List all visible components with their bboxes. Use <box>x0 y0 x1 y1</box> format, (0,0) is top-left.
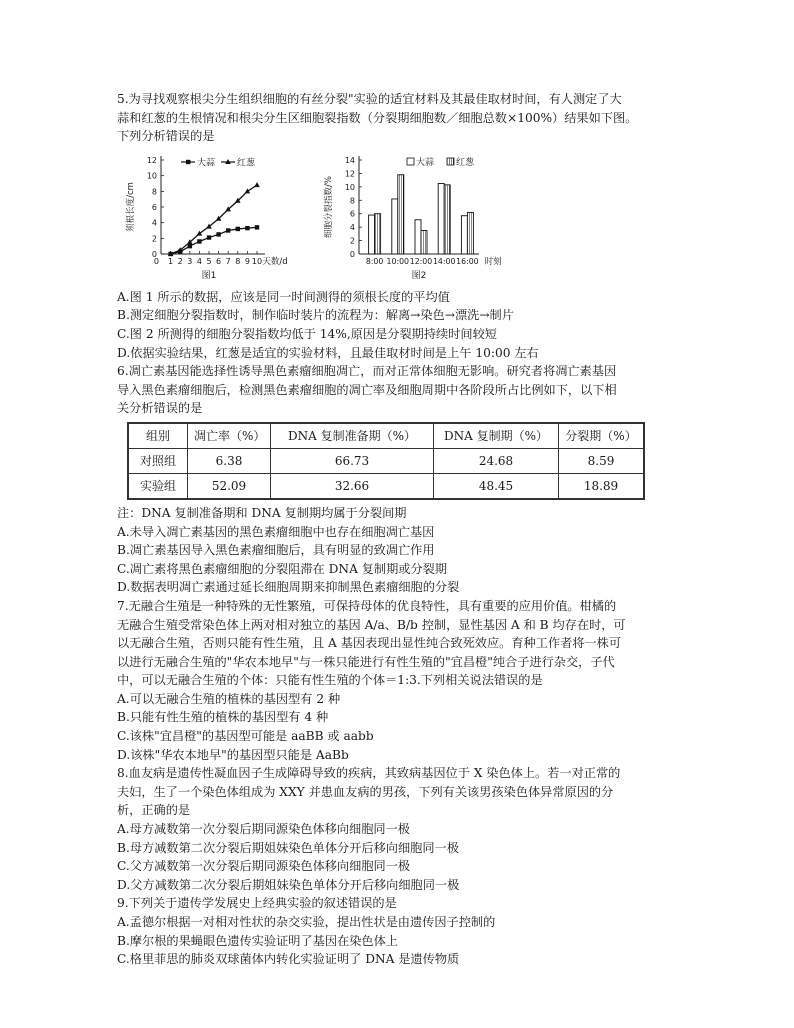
x-tick-label: 9 <box>244 256 250 266</box>
figure-1-line-chart <box>117 146 292 286</box>
y-tick-label: 0 <box>151 249 157 259</box>
q8-option-c: C.父方减数第一次分裂后期同源染色体移向细胞同一极 <box>117 859 411 874</box>
table-header-cell: 凋亡率（%） <box>188 423 271 449</box>
x-tick-label: 7 <box>225 256 231 266</box>
y-tick-label: 4 <box>151 218 157 228</box>
data-point <box>197 239 201 243</box>
q7-stem-line: 无融合生殖受常染色体上两对相对独立的基因 A/a、B/b 控制，显性基因 A 和 B 均存在时，可 <box>117 617 626 632</box>
legend-label: 大蒜 <box>416 157 435 168</box>
y-tick-label: 2 <box>349 236 355 246</box>
data-point <box>236 227 240 231</box>
x-tick-label: 6 <box>216 256 222 266</box>
q5-options <box>117 288 687 362</box>
x-tick-label: 8 <box>235 256 241 266</box>
q6-data-table <box>127 422 645 500</box>
x-origin-label: 0 <box>153 256 159 266</box>
question-6 <box>117 362 687 418</box>
table-row <box>128 473 644 499</box>
x-axis-label: 时刻 <box>484 256 502 267</box>
q7-option-b: B.只能有性生殖的植株的基因型有 4 种 <box>117 710 329 725</box>
y-tick-label: 12 <box>146 155 157 165</box>
q7-stem-line: 以无融合生殖，否则只能有性生殖，且 A 基因表现出显性纯合致死效应。育种工作者将一株可 <box>117 636 622 651</box>
y-tick-label: 2 <box>151 234 157 244</box>
series-line-大蒜 <box>171 227 257 254</box>
y-tick-label: 4 <box>349 222 355 232</box>
table-cell: 实验组 <box>128 473 188 499</box>
question-9 <box>117 894 687 968</box>
bar-红葱 <box>467 212 473 254</box>
table-cell: 52.09 <box>188 473 271 499</box>
q7-stem-line: 7.无融合生殖是一种特殊的无性繁殖，可保持母体的优良特性，具有重要的应用价值。柑橘的 <box>117 598 617 613</box>
legend-label: 红葱 <box>456 157 475 168</box>
legend-label: 红葱 <box>237 158 256 169</box>
x-tick-label: 14:00 <box>432 256 456 266</box>
table-cell: 48.45 <box>434 473 559 499</box>
data-point <box>255 225 259 229</box>
bar-红葱 <box>398 175 404 254</box>
bar-大蒜 <box>415 220 421 254</box>
x-tick-label: 3 <box>187 256 193 266</box>
y-tick-label: 8 <box>151 187 157 197</box>
q7-option-d: D.该株"华农本地早"的基因型只能是 AaBb <box>117 747 349 762</box>
figure-title: 图2 <box>411 270 427 281</box>
x-tick-label: 4 <box>196 256 202 266</box>
y-tick-label: 8 <box>349 196 355 206</box>
data-point <box>254 182 260 187</box>
question-5 <box>117 90 687 146</box>
bar-红葱 <box>444 185 450 254</box>
y-axis-label: 细胞分裂指数/% <box>324 175 334 238</box>
table-cell: 对照组 <box>128 448 188 473</box>
data-point <box>197 230 203 235</box>
x-tick-label: 1 <box>168 256 174 266</box>
table-cell: 24.68 <box>434 448 559 473</box>
bar-大蒜 <box>461 216 467 254</box>
bar-大蒜 <box>392 199 398 254</box>
q5-option-c: C.图 2 所测得的细胞分裂指数均低于 14%,原因是分裂期持续时间较短 <box>117 326 497 341</box>
table-header-cell: DNA 复制期（%） <box>434 423 559 449</box>
table-header-cell: 组别 <box>128 423 188 449</box>
q8-stem-line: 析，正确的是 <box>117 803 191 818</box>
q5-stem-line: 5.为寻找观察根尖分生组织细胞的有丝分裂"实验的适宜材料及其最佳取材时间，有人测定了大 <box>117 92 622 106</box>
legend-marker <box>186 160 190 164</box>
exam-page <box>117 90 687 969</box>
q8-option-b: B.母方减数第二次分裂后期姐妹染色单体分开后移向细胞同一极 <box>117 840 459 855</box>
q8-stem-line: 夫妇，生了一个染色体组成为 XXY 并患血友病的男孩，下列有关该男孩染色体异常原因的分 <box>117 784 614 799</box>
legend-swatch <box>447 158 454 165</box>
q9-option-c: C.格里菲思的肺炎双球菌体内转化实验证明了 DNA 是遗传物质 <box>117 952 460 967</box>
data-point <box>226 228 230 232</box>
q6-stem-line: 6.凋亡素基因能选择性诱导黑色素瘤细胞凋亡，而对正常体细胞无影响。研究者将凋亡素基因 <box>117 364 617 379</box>
table-cell: 8.59 <box>559 448 645 473</box>
q6-option-d: D.数据表明凋亡素通过延长细胞周期来抑制黑色素瘤细胞的分裂 <box>117 580 460 595</box>
x-tick-label: 5 <box>206 256 212 266</box>
q5-figures <box>117 146 687 288</box>
q6-note: 注：DNA 复制准备期和 DNA 复制期均属于分裂间期 <box>117 505 407 520</box>
q6-option-c: C.凋亡素将黑色素瘤细胞的分裂阻滞在 DNA 复制期或分裂期 <box>117 561 448 576</box>
q6-stem-line: 关分析错误的是 <box>117 401 203 416</box>
y-tick-label: 6 <box>151 202 157 212</box>
q9-stem-line: 9.下列关于遗传学发展史上经典实验的叙述错误的是 <box>117 896 397 911</box>
table-header-row <box>128 423 644 449</box>
table-cell: 32.66 <box>271 473 434 499</box>
q7-option-c: C.该株"宜昌橙"的基因型可能是 aaBB 或 aabb <box>117 729 374 744</box>
q6-note-and-options <box>117 504 687 597</box>
legend-swatch <box>407 158 414 165</box>
table-cell: 66.73 <box>271 448 434 473</box>
data-point <box>188 244 192 248</box>
q7-stem-line: 以进行无融合生殖的"华农本地早"与一株只能进行有性生殖的"宜昌橙"纯合子进行杂交，子代 <box>117 654 615 669</box>
data-point <box>216 232 220 236</box>
question-7 <box>117 597 687 764</box>
y-tick-label: 14 <box>344 155 355 165</box>
x-tick-label: 2 <box>177 256 183 266</box>
data-point <box>207 235 211 239</box>
q8-option-d: D.父方减数第二次分裂后期姐妹染色单体分开后移向细胞同一极 <box>117 877 460 892</box>
table-cell: 18.89 <box>559 473 645 499</box>
y-tick-label: 10 <box>146 171 157 181</box>
x-tick-label: 12:00 <box>409 256 433 266</box>
y-tick-label: 10 <box>344 182 355 192</box>
table-header-cell: 分裂期（%） <box>559 423 645 449</box>
q8-stem-line: 8.血友病是遗传性凝血因子生成障碍导致的疾病，其致病基因位于 X 染色体上。若一对正常的 <box>117 766 621 781</box>
bar-大蒜 <box>438 183 444 254</box>
x-tick-label: 10:00 <box>386 256 410 266</box>
table-row <box>128 448 644 473</box>
q6-stem-line: 导入黑色素瘤细胞后，检测黑色素瘤细胞的凋亡率及细胞周期中各阶段所占比例如下，以下相 <box>117 382 617 397</box>
series-line-红葱 <box>171 185 257 254</box>
figure-2-bar-chart <box>315 146 515 286</box>
bar-大蒜 <box>369 215 375 254</box>
q6-option-a: A.未导入凋亡素基因的黑色素瘤细胞中也存在细胞凋亡基因 <box>117 524 435 539</box>
data-point <box>245 226 249 230</box>
y-tick-label: 0 <box>349 249 355 259</box>
q5-stem-line: 下列分析错误的是 <box>117 129 215 144</box>
q9-option-a: A.孟德尔根据一对相对性状的杂交实验，提出性状是由遗传因子控制的 <box>117 915 496 929</box>
y-tick-label: 6 <box>349 209 355 219</box>
legend-label: 大蒜 <box>197 158 216 169</box>
q6-option-b: B.凋亡素基因导入黑色素瘤细胞后，具有明显的致凋亡作用 <box>117 543 435 558</box>
x-axis-label: 天数/d <box>262 256 288 267</box>
figure-title: 图1 <box>201 270 217 281</box>
table-header-cell: DNA 复制准备期（%） <box>271 423 434 449</box>
q9-option-b: B.摩尔根的果蝇眼色遗传实验证明了基因在染色体上 <box>117 933 398 948</box>
data-point <box>245 188 251 193</box>
y-axis-label: 须根长度/cm <box>126 181 136 232</box>
question-8 <box>117 764 687 894</box>
table-cell: 6.38 <box>188 448 271 473</box>
q5-stem-line: 蒜和红葱的生根情况和根尖分生区细胞裂指数（分裂期细胞数／细胞总数×100%）结果如下图。 <box>117 110 638 125</box>
x-tick-label: 16:00 <box>456 256 479 266</box>
q5-option-b: B.测定细胞分裂指数时，制作临时装片的流程为：解离→染色→漂洗→制片 <box>117 308 514 323</box>
q8-option-a: A.母方减数第一次分裂后期同源染色体移向细胞同一极 <box>117 822 410 837</box>
bar-红葱 <box>421 230 427 254</box>
y-tick-label: 12 <box>344 169 355 179</box>
x-tick-label: 10 <box>251 256 263 266</box>
q7-option-a: A.可以无融合生殖的植株的基因型有 2 种 <box>117 691 341 706</box>
bar-红葱 <box>375 213 381 253</box>
q5-option-a: A.图 1 所示的数据，应该是同一时间测得的须根长度的平均值 <box>117 289 450 304</box>
q5-option-d: D.依据实验结果，红葱是适宜的实验材料，且最佳取材时间是上午 10:00 左右 <box>117 345 539 360</box>
q7-stem-line: 中，可以无融合生殖的个体：只能有性生殖的个体＝1:3.下列相关说法错误的是 <box>117 673 543 688</box>
x-tick-label: 8:00 <box>365 256 384 266</box>
